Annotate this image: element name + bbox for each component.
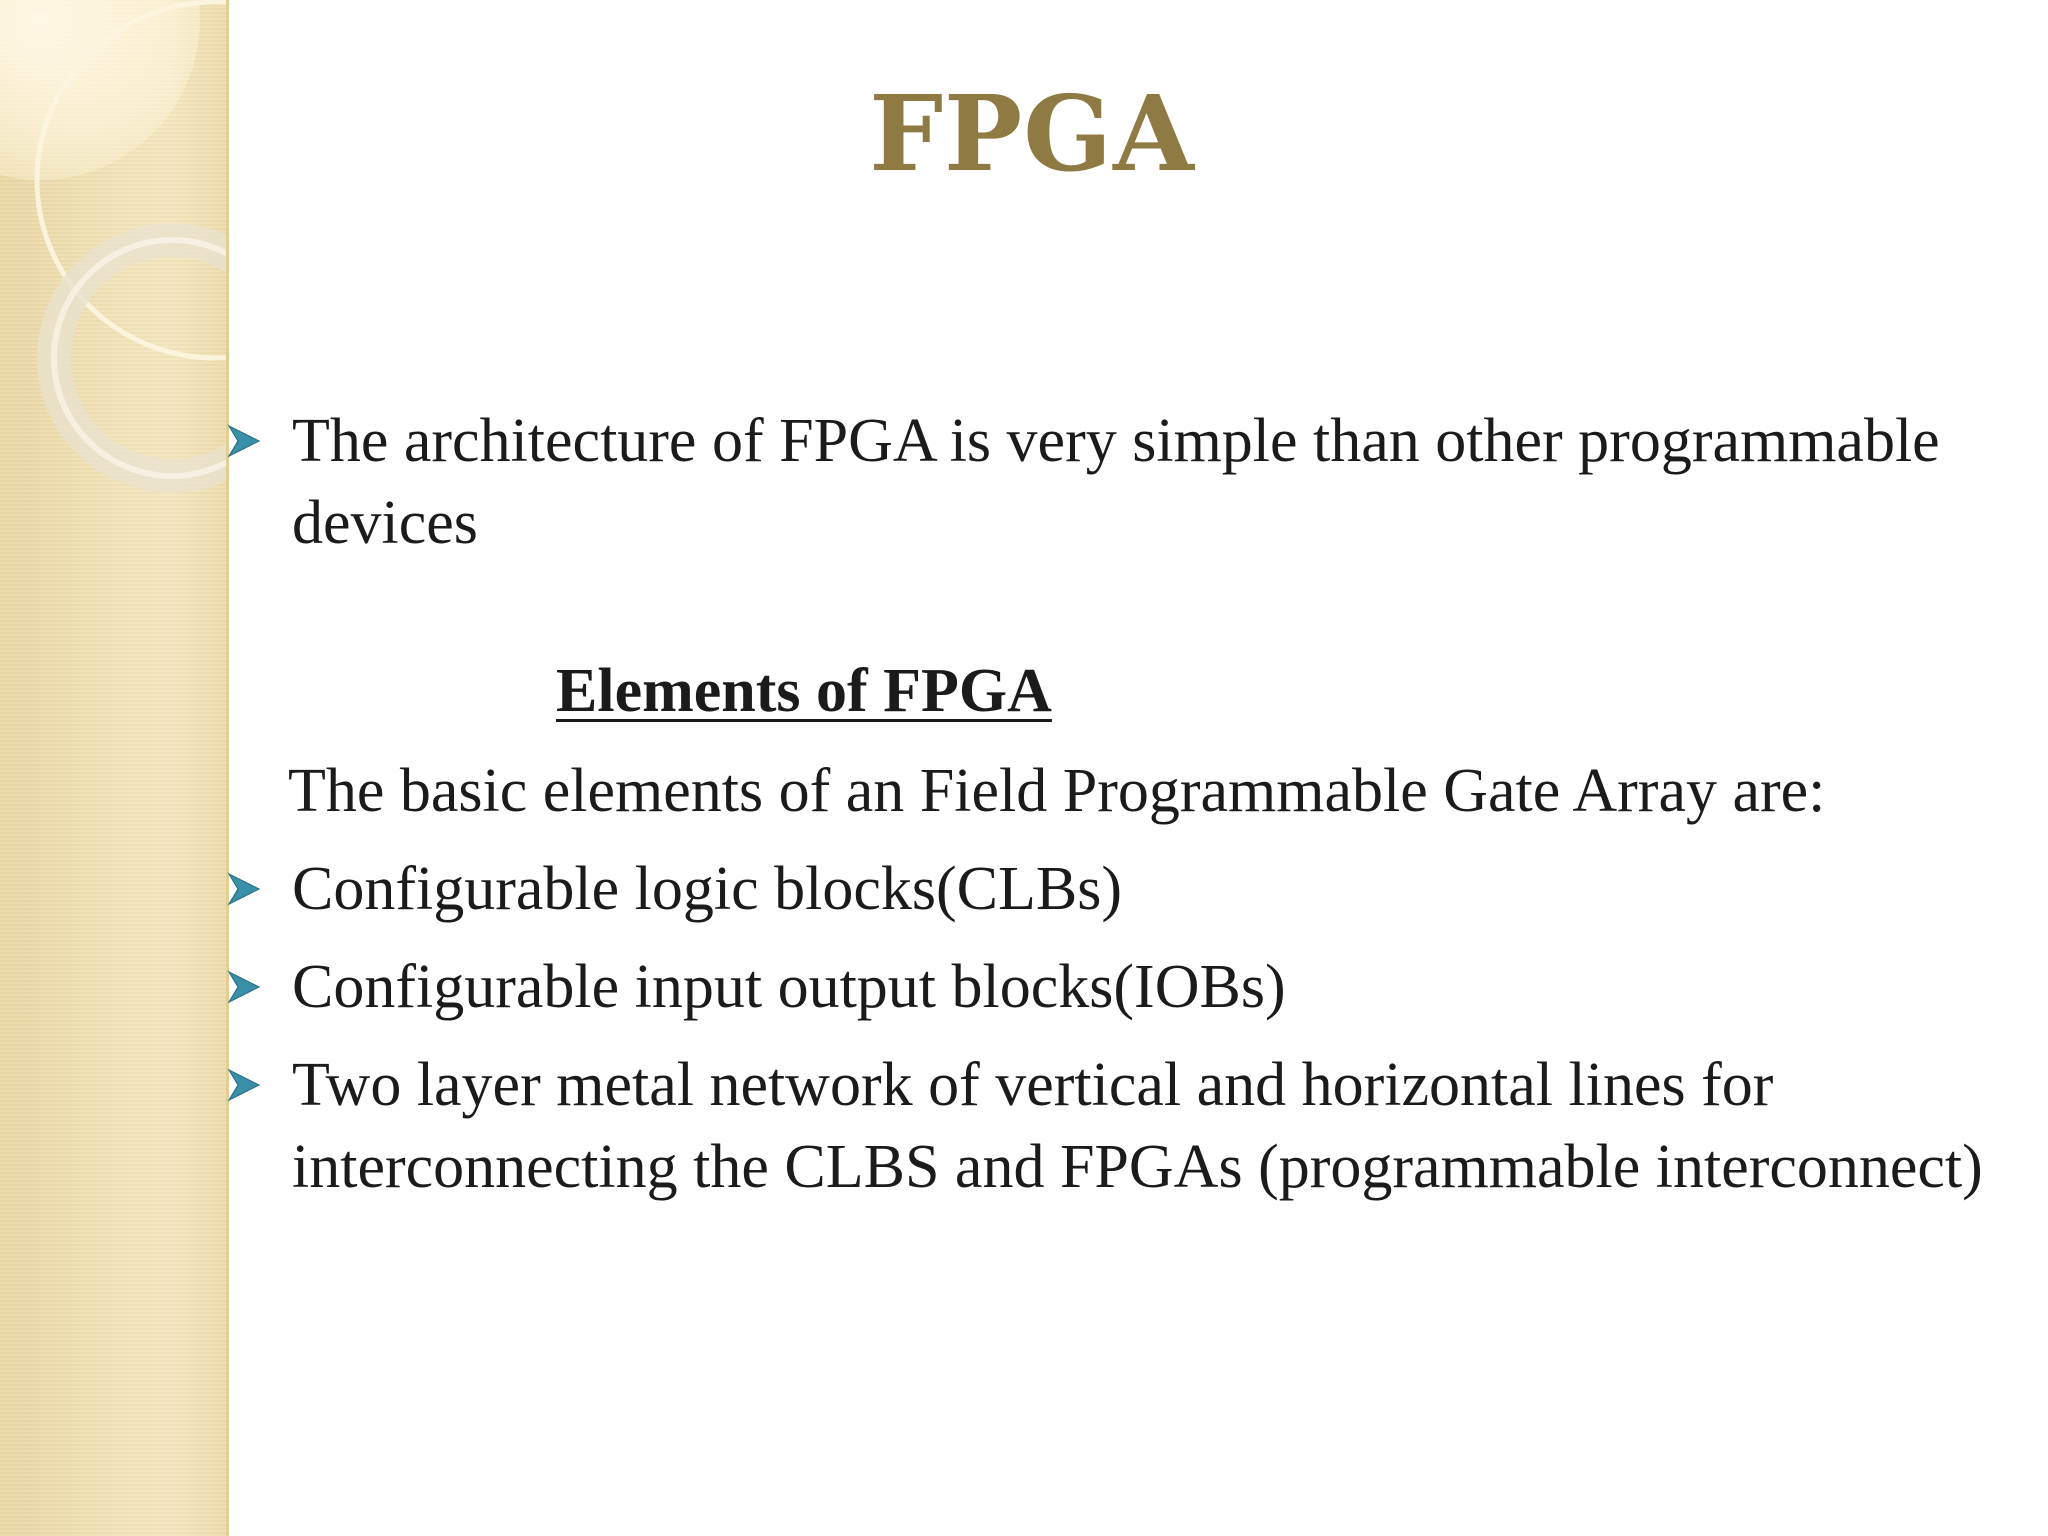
element-bullet-interconnect [226, 1044, 2026, 1208]
ring-decoration-icon [0, 0, 226, 520]
arrowhead-bullet-icon [226, 1067, 262, 1103]
intro-bullet [226, 400, 2026, 564]
decorative-side-band [0, 0, 229, 1536]
arrowhead-bullet-icon [226, 871, 262, 907]
lead-text: The basic elements of an Field Programmable Gate Array are: [288, 757, 1826, 825]
slide-title: FPGA [869, 72, 1195, 195]
element-bullet-text: Configurable logic blocks(CLBs) [292, 855, 1122, 923]
element-bullet-iob [226, 946, 2026, 1028]
spacer [226, 564, 2026, 650]
element-bullet-text: Configurable input output blocks(IOBs) [292, 953, 1286, 1021]
element-bullet-clb [226, 848, 2026, 930]
element-bullet-text: Two layer metal network of vertical and horizontal lines for interconnecting the CLBS and FPGAs (programmable interconnect) [292, 1051, 1983, 1201]
slide-content [226, 400, 2026, 1208]
arrowhead-bullet-icon [226, 423, 262, 459]
arrowhead-bullet-icon [226, 969, 262, 1005]
intro-bullet-text: The architecture of FPGA is very simple than other programmable devices [292, 407, 1940, 557]
subheading-elements: Elements of FPGA [556, 657, 1052, 725]
